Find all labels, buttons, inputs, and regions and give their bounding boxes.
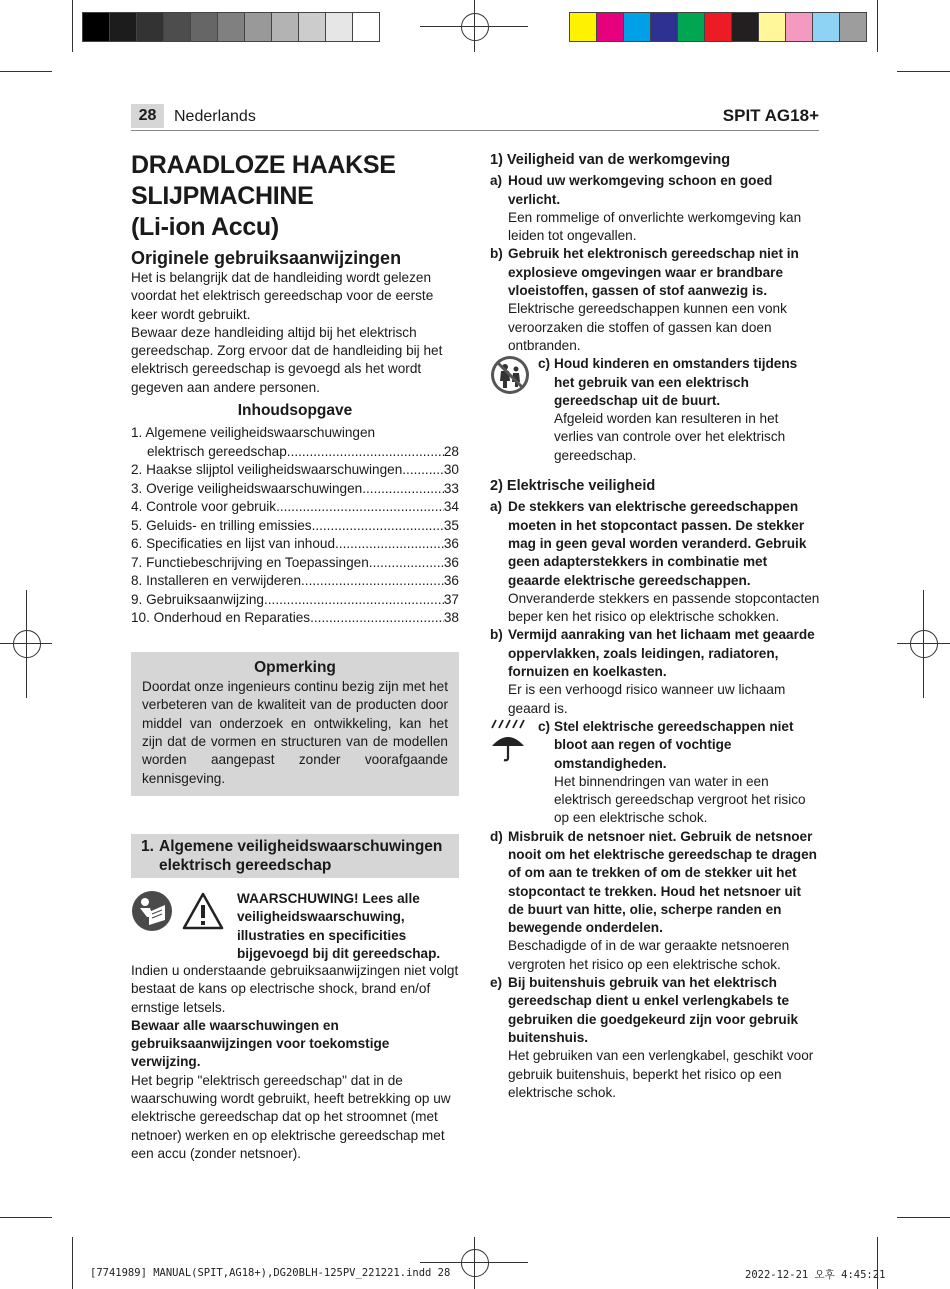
item-instruction: Gebruik het elektronisch gereedschap niet in explosieve omgevingen waar er brandbare vloeistoffen, gassen of stof aanwezig is. <box>508 246 799 299</box>
toc-entry[interactable]: 8. Installeren en verwijderen ..... 36 <box>131 572 459 591</box>
item-label: b) <box>490 246 503 262</box>
crop-mark <box>72 0 73 52</box>
color-swatch <box>732 13 759 41</box>
toc-entry[interactable]: 4. Controle voor gebruik ..... 34 <box>131 498 459 517</box>
umbrella-rain-icon <box>490 718 530 767</box>
item-explanation: Het binnendringen van water in een elektrisch gereedschap vergroot het risico op een elektrische schok. <box>554 773 806 826</box>
toc-entry[interactable]: 5. Geluids- en trilling emissies ..... 35 <box>131 517 459 536</box>
item-instruction: Vermijd aanraking van het lichaam met geaarde oppervlakken, zoals leidingen, radiatoren, fornuizen en koelkasten. <box>508 627 815 680</box>
document-subtitle: Originele gebruiksaanwijzingen <box>131 248 402 268</box>
toc-entry[interactable]: 6. Specificaties en lijst van inhoud ..... 36 <box>131 535 459 554</box>
color-swatch <box>191 13 218 41</box>
right-column <box>490 151 820 1102</box>
color-swatch <box>570 13 597 41</box>
item-label: c) <box>538 718 551 734</box>
item-label: d) <box>490 828 503 844</box>
table-of-contents <box>131 424 459 628</box>
intro-paragraph: Het is belangrijk dat de handleiding wordt gelezen voordat het elektrisch gereedschap voor de eerste keer wordt gebruikt. <box>131 270 434 322</box>
left-column <box>131 150 459 1163</box>
body-paragraph: Het begrip "elektrisch gereedschap" dat in de waarschuwing wordt gebruikt, heeft betrekking op uw elektrische gereedschap dat op het stroomnet (met netnoer) werken en op elektrische gereedschap met een accu (zonder netsnoer). <box>131 1072 451 1161</box>
read-manual-icon <box>131 890 173 932</box>
warning-text: WAARSCHUWING! Lees alle veiligheidswaarschuwing, illustraties en specificities bijgevoegd bij dit gereedschap. <box>237 890 441 961</box>
title-line: DRAADLOZE HAAKSE <box>131 151 396 179</box>
item-label: b) <box>490 627 503 643</box>
item-explanation: Het gebruiken van een verlengkabel, geschikt voor gebruik buitenshuis, beperkt het risico op een elektrische schok. <box>508 1048 814 1100</box>
title-line: SLIJPMACHINE <box>131 182 314 210</box>
crop-mark <box>877 0 878 52</box>
item-explanation: Onveranderde stekkers en passende stopcontacten beper ken het risico op elektrische schokken. <box>508 590 820 625</box>
color-swatch <box>245 13 272 41</box>
item-instruction: Houd uw werkomgeving schoon en goed verlicht. <box>508 173 773 207</box>
item-explanation: Beschadigde of in de war geraakte netsnoeren vergroten het risico op een elektrische schok. <box>508 938 790 972</box>
toc-entry: 1. Algemene veiligheidswaarschuwingen <box>131 425 376 441</box>
safety-item <box>490 498 820 626</box>
process-color-bar <box>569 12 867 42</box>
toc-entry[interactable]: 7. Functiebeschrijving en Toepassingen ..... 36 <box>131 554 459 573</box>
body-paragraph-bold: Bewaar alle waarschuwingen en gebruiksaanwijzingen voor toekomstige verwijzing. <box>131 1017 390 1070</box>
item-explanation: Elektrische gereedschappen kunnen een vonk veroorzaken die stoffen of gassen kan doen ontbranden. <box>508 301 787 353</box>
footer-file-name: [7741989] MANUAL(SPIT,AG18+),DG20BLH-125PV_221221.indd 28 <box>90 1267 451 1279</box>
item-explanation: Er is een verhoogd risico wanneer uw lichaam geaard is. <box>508 682 786 716</box>
page-number: 28 <box>131 104 164 128</box>
color-swatch <box>786 13 813 41</box>
document-title <box>131 150 459 243</box>
note-text: Doordat onze ingenieurs continu bezig zijn met het verbeteren van de kwaliteit van de producten door middel van onderzoek en ontwikkeling, kan het zijn dat de vormen en structuren van de modellen worden aangepast zonder voorafgaande kennisgeving. <box>142 679 448 786</box>
color-swatch <box>83 13 110 41</box>
model-name: SPIT AG18+ <box>722 106 819 125</box>
safety-item <box>490 355 820 465</box>
item-explanation: Afgeleid worden kan resulteren in het verlies van controle over het elektrisch gereedschap. <box>554 411 786 463</box>
note-box <box>131 652 459 796</box>
body-paragraph: Indien u onderstaande gebruiksaanwijzingen niet volgt bestaat de kans op electrische shock, brand en/of ernstige letsels. <box>131 962 459 1015</box>
safety-item <box>490 974 820 1102</box>
toc-entry[interactable]: 9. Gebruiksaanwijzing ..... 37 <box>131 591 459 610</box>
toc-entry[interactable]: 10. Onderhoud en Reparaties ..... 38 <box>131 609 459 628</box>
safety-item <box>490 718 820 828</box>
crop-mark <box>897 1217 950 1218</box>
section-heading: 2) Elektrische veiligheid <box>490 478 656 495</box>
note-title: Opmerking <box>254 658 336 676</box>
warning-block <box>131 890 459 962</box>
item-instruction: Bij buitenshuis gebruik van het elektrisch gereedschap dient u enkel verlengkabels te gebruiken die goedgekeurd zijn voor gebruik buitenshuis. <box>508 975 799 1045</box>
color-swatch <box>164 13 191 41</box>
warning-triangle-icon <box>181 891 225 931</box>
color-swatch <box>597 13 624 41</box>
toc-title: Inhoudsopgave <box>237 402 353 420</box>
item-label: e) <box>490 975 503 991</box>
header-rule <box>131 130 819 131</box>
color-swatch <box>299 13 326 41</box>
color-swatch <box>272 13 299 41</box>
section-heading: 1. Algemene veiligheidswaarschuwingen elektrisch gereedschap <box>131 834 459 878</box>
safety-item <box>490 626 820 717</box>
keep-children-away-icon <box>490 355 530 400</box>
title-line: (Li-ion Accu) <box>131 213 279 241</box>
color-swatch <box>137 13 164 41</box>
item-instruction: De stekkers van elektrische gereedschappen moeten in het stopcontact passen. De stekker mag in geen geval worden veranderd. Gebruik geen adapterstekkers in combinatie met geaarde elektrische gereedschappen. <box>508 499 807 588</box>
item-instruction: Misbruik de netsnoer niet. Gebruik de netsnoer nooit om het elektrische gereedschap te dragen of om aan te trekken of om de stekker uit het stopcontact te trekken. Houd het netsnoer uit de buurt van hitte, olie, scherpe randen en bewegende onderdelen. <box>508 828 817 936</box>
safety-item <box>490 828 820 974</box>
color-swatch <box>218 13 245 41</box>
color-swatch <box>813 13 840 41</box>
crop-mark <box>0 1217 52 1218</box>
section-heading: 1) Veiligheid van de werkomgeving <box>490 152 731 168</box>
toc-entry[interactable]: elektrisch gereedschap ..... 28 <box>131 443 459 462</box>
item-instruction: Stel elektrische gereedschappen niet bloot aan regen of vochtige omstandigheden. <box>554 718 794 771</box>
intro-paragraph: Bewaar deze handleiding altijd bij het elektrisch gereedschap. Zorg ervoor dat de handleiding bij het elektrisch gereedschap is gevoegd als het wordt gegeven aan andere personen. <box>131 324 443 395</box>
item-instruction: Houd kinderen en omstanders tijdens het gebruik van een elektrisch gereedschap uit de buurt. <box>554 356 798 408</box>
toc-entry[interactable]: 3. Overige veiligheidswaarschuwingen ..... 33 <box>131 480 459 499</box>
color-swatch <box>624 13 651 41</box>
item-explanation: Een rommelige of onverlichte werkomgeving kan leiden tot ongevallen. <box>508 209 802 244</box>
color-swatch <box>759 13 786 41</box>
item-label: a) <box>490 499 503 515</box>
toc-entry[interactable]: 2. Haakse slijptol veiligheidswaarschuwingen ..... 30 <box>131 461 459 480</box>
color-swatch <box>326 13 353 41</box>
footer-date: 2022-12-21 오후 4:45:21 <box>745 1269 886 1281</box>
item-label: c) <box>538 356 551 372</box>
item-label: a) <box>490 173 503 189</box>
color-swatch <box>705 13 732 41</box>
safety-item <box>490 172 820 245</box>
color-swatch <box>678 13 705 41</box>
language-label: Nederlands <box>174 108 256 125</box>
color-swatch <box>353 13 379 41</box>
grayscale-color-bar <box>82 12 380 42</box>
color-swatch <box>110 13 137 41</box>
crop-mark <box>897 71 950 72</box>
color-swatch <box>651 13 678 41</box>
crop-mark <box>72 1237 73 1289</box>
color-swatch <box>840 13 866 41</box>
safety-item <box>490 245 820 355</box>
crop-mark <box>0 71 52 72</box>
